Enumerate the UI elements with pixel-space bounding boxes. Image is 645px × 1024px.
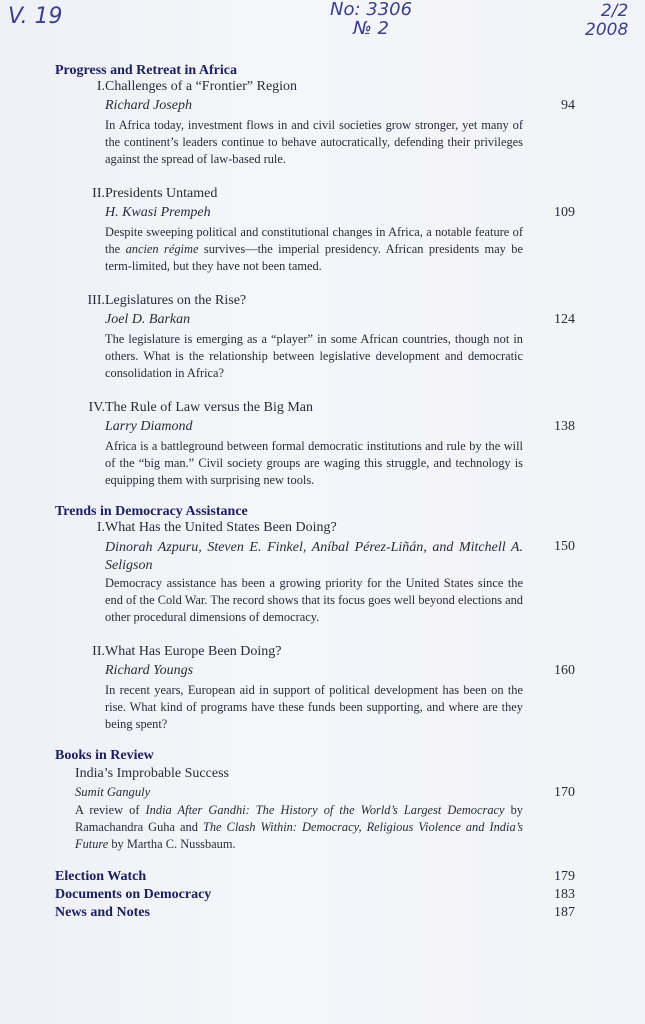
- section-title: Trends in Democracy Assistance: [55, 504, 248, 519]
- handwritten-date-line1: 2/2: [600, 1, 629, 21]
- handwritten-date: [585, 2, 628, 40]
- entry-number: I.: [96, 520, 105, 535]
- entry-description: In Africa today, investment flows in and civil societies grow stronger, yet many of the continent’s leaders continue to behave autocratically, defending their privileges against the spread of law-based rule.: [105, 118, 523, 166]
- entry-title: The Rule of Law versus the Big Man: [105, 400, 314, 415]
- entry-title: Legislatures on the Rise?: [105, 293, 247, 308]
- entry-page: 138: [554, 419, 575, 434]
- footer-item-page: 183: [554, 887, 575, 902]
- desc-text: by Martha C. Nussbaum.: [108, 837, 236, 851]
- handwritten-number-line1: No: 3306: [330, 0, 413, 20]
- footer-item-page: 187: [554, 905, 575, 920]
- entry-number: II.: [92, 644, 105, 659]
- toc-footer-item: [55, 869, 575, 887]
- entry-description: [105, 224, 523, 275]
- entry-author: H. Kwasi Prempeh: [105, 205, 211, 220]
- entry-author: Dinorah Azpuru, Steven E. Finkel, Aníbal Pérez-Liñán, and Mitchell A. Seligson: [105, 540, 523, 573]
- entry-number: IV.: [88, 400, 105, 415]
- desc-italic: The Clash Within: Democracy, Religious Violence and India’s Future: [75, 820, 523, 851]
- toc-entry: [55, 186, 575, 275]
- toc-footer-item: [55, 905, 575, 923]
- entry-author: Richard Joseph: [105, 98, 192, 113]
- entry-author: Richard Youngs: [105, 663, 194, 678]
- book-review-description: [75, 802, 523, 853]
- footer-item-label: News and Notes: [55, 905, 150, 920]
- entry-description: Democracy assistance has been a growing priority for the United States since the end of the Cold War. The record shows that its focus goes well beyond elections and other procedural dimensions of democracy.: [105, 576, 523, 624]
- handwritten-number-line2: № 2: [353, 18, 389, 39]
- handwritten-number: [330, 0, 412, 38]
- toc-entry: [55, 520, 575, 626]
- entry-description: In recent years, European aid in support of political development has been on the rise. What kind of programs have these funds been supporting, and where are they being spent?: [105, 683, 523, 731]
- toc-entry: [55, 293, 575, 382]
- toc-entry: [55, 644, 575, 733]
- desc-italic: India After Gandhi: The History of the World’s Largest Democracy: [145, 803, 505, 817]
- entry-number: III.: [87, 293, 105, 308]
- handwritten-volume: V. 19: [8, 4, 63, 29]
- entry-author: Joel D. Barkan: [105, 312, 191, 327]
- desc-text: Despite sweeping political and constitutional changes in Africa, a notable feature of the: [105, 225, 523, 256]
- book-review-author-row: [75, 783, 575, 802]
- toc-entry: [55, 400, 575, 489]
- entry-author: Larry Diamond: [105, 419, 193, 434]
- book-review-page: 170: [554, 785, 575, 800]
- section-title: Progress and Retreat in Africa: [55, 63, 237, 78]
- entry-page: 109: [554, 205, 575, 220]
- book-review-entry: [55, 764, 575, 853]
- entry-number: I.: [96, 79, 105, 94]
- entry-page: 160: [554, 663, 575, 678]
- footer-item-label: Documents on Democracy: [55, 887, 212, 902]
- entry-title: What Has the United States Been Doing?: [105, 520, 337, 535]
- desc-text: survives—the imperial presidency. African presidents may be term-limited, but they have not been tamed.: [105, 242, 523, 273]
- desc-italic: ancien régime: [125, 242, 199, 256]
- footer-item-label: Election Watch: [55, 869, 147, 884]
- entry-page: 124: [554, 312, 575, 327]
- section-title: Books in Review: [55, 748, 154, 763]
- entry-title: Presidents Untamed: [105, 186, 218, 201]
- entry-description: The legislature is emerging as a “player” in some African countries, though not in others. What is the relationship between legislative development and democratic consolidation in Africa?: [105, 332, 523, 380]
- entry-title: What Has Europe Been Doing?: [105, 644, 282, 659]
- toc-footer-item: [55, 887, 575, 905]
- toc-entry: [55, 79, 575, 168]
- desc-text: by Ramachandra Guha and: [75, 803, 523, 834]
- entry-number: II.: [92, 186, 105, 201]
- entry-page: 150: [554, 539, 575, 554]
- entry-description: Africa is a battleground between formal democratic institutions and rule by the will of the “big man.” Civil society groups are waging this struggle, and technology is equipping them with surprising new tools.: [105, 439, 523, 487]
- book-review-title: India’s Improbable Success: [75, 766, 229, 781]
- desc-text: A review of: [75, 803, 146, 817]
- entry-page: 94: [561, 98, 575, 113]
- handwritten-date-line2: 2008: [585, 20, 629, 40]
- book-review-author: Sumit Ganguly: [75, 785, 151, 799]
- footer-item-page: 179: [554, 869, 575, 884]
- table-of-contents: [55, 62, 575, 923]
- entry-title: Challenges of a “Frontier” Region: [105, 79, 298, 94]
